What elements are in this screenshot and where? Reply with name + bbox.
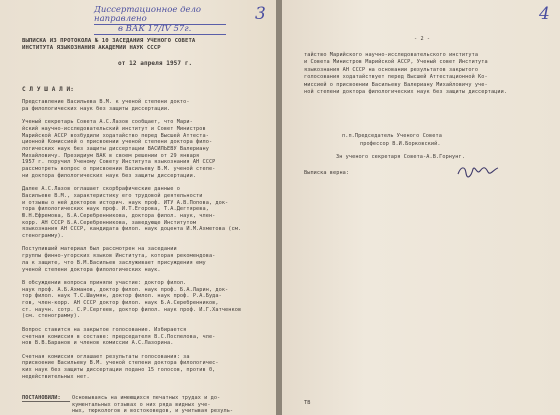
text-line: тайство Марийского научно-исследовательского института xyxy=(304,52,479,58)
text-line: наук проф. А.Б.Ахманов, доктор филол. наук проф. Б.А.Ларин, док- xyxy=(22,286,229,293)
text-line: недействительных нет. xyxy=(22,373,90,380)
text-line: присвоение Васильеву В.М. ученой степени доктора филологичес- xyxy=(22,360,219,367)
text-line: 1957 г. поручил Ученому Совету Института языкознания АН СССР xyxy=(22,159,216,166)
text-line: и отзывы о ней докторов историч. наук проф. ИТУ А.В.Попова, док- xyxy=(22,199,229,206)
text-line: миссией о присвоении Васильеву Валериану Михайловичу уче- xyxy=(304,81,488,88)
text-line: языкознания АН СССР на основании результатов закрытого xyxy=(304,66,479,73)
text-line: группы финно-угорских языков Института, которая рекомендова- xyxy=(22,253,216,260)
text-line: рассмотреть вопрос о присвоении Васильеву В.М. ученой степе- xyxy=(22,166,216,172)
handwritten-note-line: Диссертационное дело направлено xyxy=(94,6,226,25)
text-line: Марийской АССР возбудили ходатайство перед Высшей Аттеста- xyxy=(22,132,209,139)
handwritten-note xyxy=(94,6,226,35)
text-line: В обсуждении вопроса приняли участие: доктор филол. xyxy=(22,279,187,286)
text-line: йский научно-исследовательский институт и Совет Министров xyxy=(22,125,206,132)
text-line: Михайловичу. Президиум ВАК в своем решении от 29 января xyxy=(22,152,200,159)
page-number: 4 xyxy=(539,4,550,24)
text-line: нов В.В.Баранов и членов комиссии А.С.Лазорина. xyxy=(22,340,174,347)
document-page-right xyxy=(282,0,560,415)
document-title: ВЫПИСКА ИЗ ПРОТОКОЛА № 10 ЗАСЕДАНИЯ УЧЕНОГО СОВЕТА xyxy=(22,38,196,44)
text-line: гов, член-корр. АН СССР доктор филол. наук Б.А.Серебренников, xyxy=(22,300,219,306)
text-line: ных, тюркологов и востоковедов, и учитывая резуль- xyxy=(72,408,234,415)
text-line: тор филол. наук Т.С.Шаумян, доктор филол. наук проф. Р.А.Буда- xyxy=(22,293,222,300)
text-line: стенограмму). xyxy=(22,233,64,239)
document-page-left xyxy=(0,0,276,415)
text-line: Васильеве В.М., характеристику его трудовой деятельности xyxy=(22,192,203,199)
text-line: логических наук без защиты диссертации ВАСИЛЬЕВУ Валериану xyxy=(22,145,209,152)
text-line: тора филологических наук проф. И.Т.Егорова, Т.А.Дегтярева, xyxy=(22,206,209,213)
text-line: ни доктора филологических наук без защиты диссертации. xyxy=(22,172,197,179)
text-line: Далее А.С.Лазов оглашает скорбрафические данные о xyxy=(22,186,180,193)
text-line: ких наук без защиты диссертации подано 15 голосов, против 0, xyxy=(22,367,216,373)
page-footer: ТВ xyxy=(304,400,311,406)
signatory-line: п.п.Председатель Ученого Совета xyxy=(342,133,442,139)
page-number: 3 xyxy=(255,4,266,24)
heard-label: С Л У Ш А Л И: xyxy=(22,86,74,93)
text-line: Основываясь на имеющихся печатных трудах и до- xyxy=(72,395,221,401)
resolved-underline xyxy=(22,401,70,402)
text-line: Вопрос ставится на закрытое голосование. Избирается xyxy=(22,326,187,333)
text-line: голосования ходатайствует перед Высшей Аттестационной Ко- xyxy=(304,74,488,81)
text-line: ционной Комиссией о присвоении ученой степени доктора фило- xyxy=(22,139,213,146)
text-line: Представление Васильева В.М. к ученой степени докто- xyxy=(22,99,190,105)
signatory-line: профессор В.И.Борковский. xyxy=(360,141,441,147)
handwritten-note-line: в ВАК 17/IV 57г. xyxy=(94,25,226,35)
text-line: ст. научн. сотр. С.Р.Сергеев, доктор филол. наук проф. И.Г.Хатченков xyxy=(22,306,242,313)
text-line: языкознания АН СССР, кандидата филол. наук доцента И.М.Ахметова (см. xyxy=(22,226,242,233)
text-line: Счетная комиссия оглашает результаты голосования: за xyxy=(22,353,190,360)
text-line: и Совета Министров Марийской АССР, Ученый совет Института xyxy=(304,59,488,66)
resolved-label: ПОСТАНОВИЛИ: xyxy=(22,395,61,401)
text-line: Поступивший материал был рассмотрен на заседании xyxy=(22,246,177,253)
text-line: ной степени доктора филологических наук без защиты диссертации. xyxy=(304,89,508,95)
text-line: счетная комиссия в составе: председателя В.С.Поспелова, чле- xyxy=(22,333,216,340)
text-line: ра филологических наук без защиты диссертации. xyxy=(22,105,171,112)
signature xyxy=(457,164,499,178)
text-line: кументальных отзывах о них ряда видных уче- xyxy=(72,401,211,408)
document-title: ИНСТИТУТА ЯЗЫКОЗНАНИЯ АКАДЕМИИ НАУК СССР xyxy=(22,45,161,51)
text-line: Ю.Н.Ефремова, Б.А.Серебренникова, доктора филол. наук, член- xyxy=(22,212,216,219)
certify-label: Выписка верна: xyxy=(304,170,350,176)
page-header: - 2 - xyxy=(414,36,431,42)
text-line: (см. стенограмму). xyxy=(22,313,81,320)
document-date: от 12 апреля 1957 г. xyxy=(118,60,193,67)
text-line: Ученый секретарь Совета А.С.Лазов сообщает, что Мари- xyxy=(22,119,193,126)
signatory-line: Зн ученого секретаря Совета-А.В.Горнунг. xyxy=(336,154,465,160)
text-line: ученой степени доктора филологических наук. xyxy=(22,266,161,273)
text-line: ла к защите, что В.М.Васильев заслуживает присуждения ему xyxy=(22,259,206,266)
text-line: корр. АН СССР Б.А.Серебренникова, заведующе Институтом xyxy=(22,219,197,226)
